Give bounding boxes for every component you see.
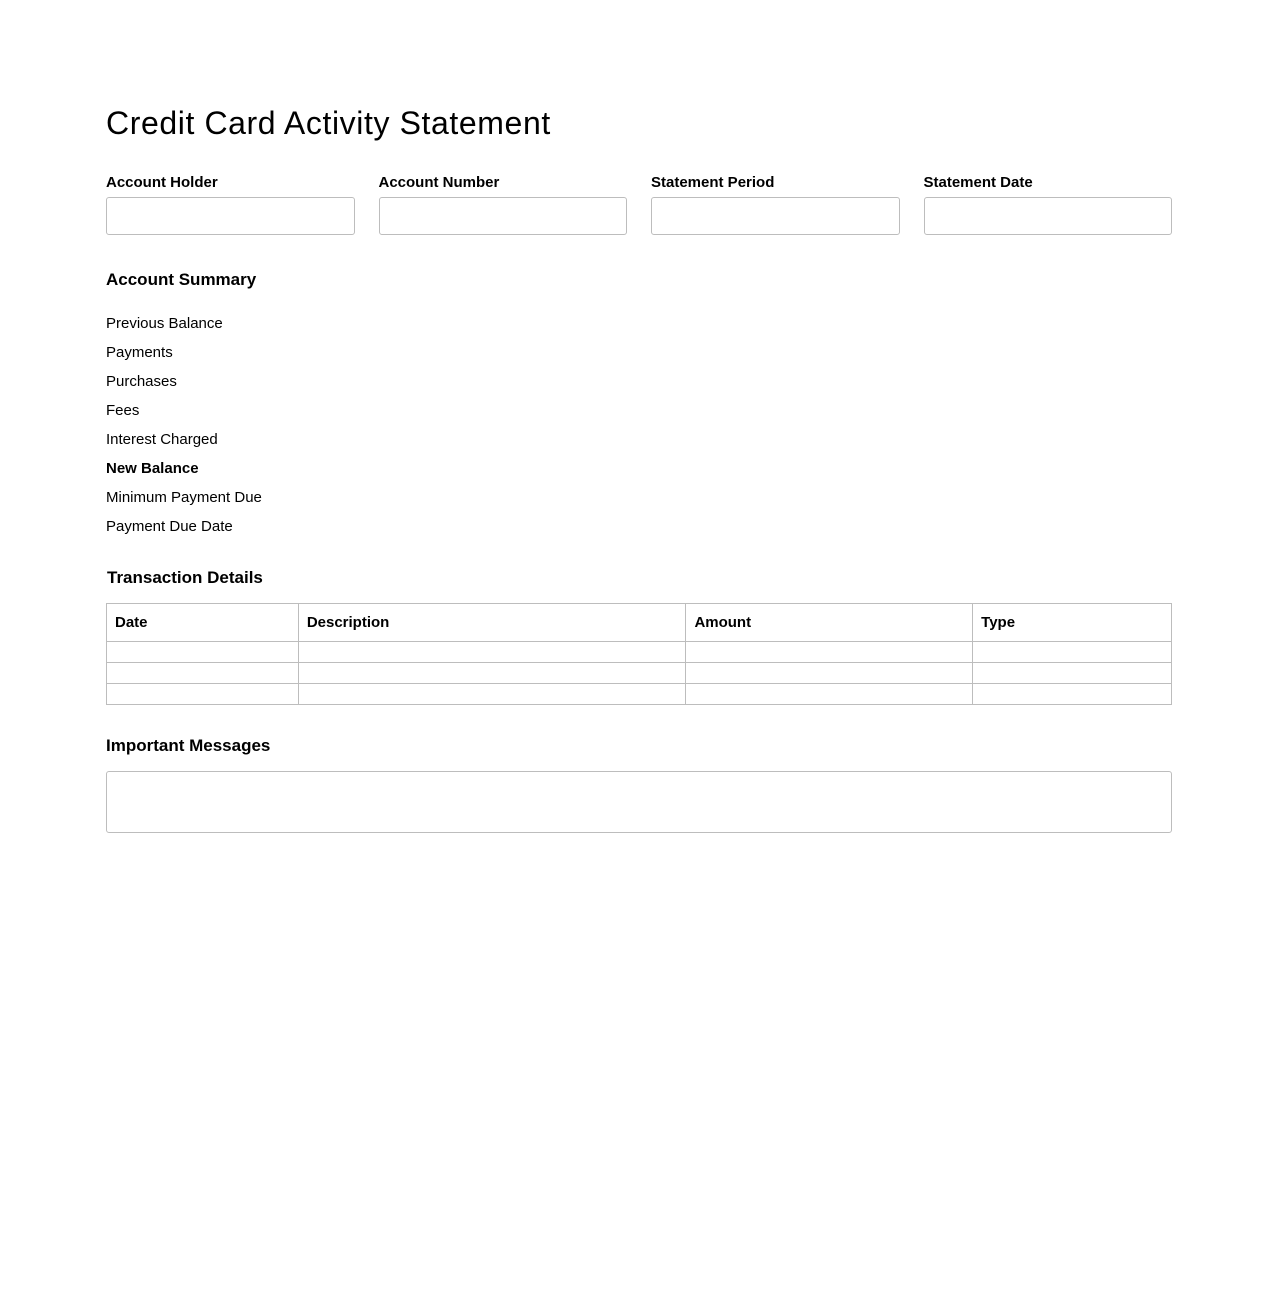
table-cell-type[interactable]	[973, 663, 1172, 684]
table-row	[107, 642, 1172, 663]
table-cell-amount[interactable]	[686, 684, 973, 705]
column-header-description: Description	[298, 604, 686, 642]
table-header-row	[107, 604, 1172, 642]
table-cell-description[interactable]	[298, 642, 686, 663]
statement-period-field	[651, 174, 900, 235]
table-cell-type[interactable]	[973, 642, 1172, 663]
table-cell-date[interactable]	[107, 642, 299, 663]
table-cell-amount[interactable]	[686, 642, 973, 663]
account-holder-label: Account Holder	[106, 174, 218, 191]
account-summary-list	[106, 309, 262, 541]
summary-fees: Fees	[106, 402, 140, 419]
summary-previous-balance: Previous Balance	[106, 315, 223, 332]
summary-new-balance: New Balance	[106, 460, 199, 477]
account-number-input[interactable]	[379, 197, 628, 235]
summary-payments: Payments	[106, 344, 173, 361]
account-number-field	[379, 174, 628, 235]
header-fields	[106, 174, 1172, 235]
summary-interest-charged: Interest Charged	[106, 431, 218, 448]
important-messages-heading: Important Messages	[106, 736, 271, 755]
account-summary-heading: Account Summary	[106, 270, 257, 289]
summary-payment-due-date: Payment Due Date	[106, 518, 233, 535]
column-header-date: Date	[107, 604, 299, 642]
table-row	[107, 684, 1172, 705]
table-cell-description[interactable]	[298, 684, 686, 705]
statement-date-input[interactable]	[924, 197, 1173, 235]
statement-date-field	[924, 174, 1173, 235]
table-cell-date[interactable]	[107, 663, 299, 684]
account-number-label: Account Number	[378, 174, 500, 191]
summary-minimum-payment-due: Minimum Payment Due	[106, 489, 262, 506]
table-cell-date[interactable]	[107, 684, 299, 705]
table-cell-description[interactable]	[298, 663, 686, 684]
transactions-table	[106, 603, 1172, 705]
statement-period-input[interactable]	[651, 197, 900, 235]
transaction-details-heading: Transaction Details	[107, 568, 263, 587]
column-header-type: Type	[973, 604, 1172, 642]
table-cell-type[interactable]	[973, 684, 1172, 705]
summary-purchases: Purchases	[106, 373, 177, 390]
table-row	[107, 663, 1172, 684]
column-header-amount: Amount	[686, 604, 973, 642]
page-title: Credit Card Activity Statement	[106, 105, 551, 141]
table-cell-amount[interactable]	[686, 663, 973, 684]
statement-date-label: Statement Date	[923, 174, 1033, 191]
account-holder-input[interactable]	[106, 197, 355, 235]
statement-period-label: Statement Period	[651, 174, 775, 191]
account-holder-field	[106, 174, 355, 235]
important-messages-textarea[interactable]	[106, 771, 1172, 833]
